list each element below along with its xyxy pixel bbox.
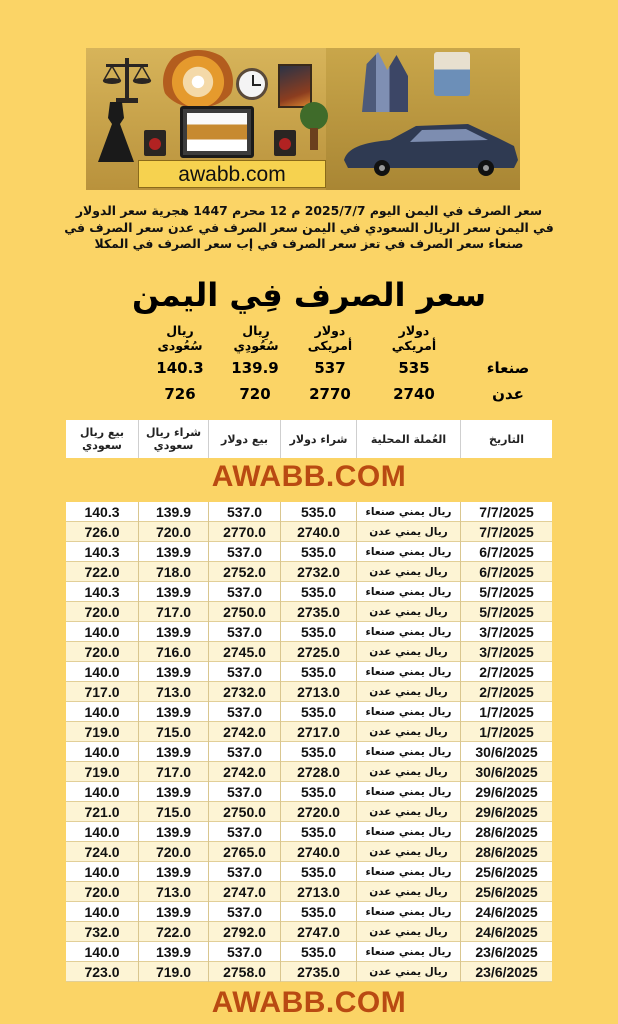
cell-usd-buy: 535.0 (280, 822, 356, 842)
cell-sar-sell: 140.0 (84, 704, 120, 720)
summary-header-sar: رِيال سُعُودِي (233, 323, 279, 353)
table-row (66, 762, 552, 782)
dress-icon (96, 100, 136, 166)
cell-currency: ريال يمني صنعاء (356, 542, 460, 562)
cell-usd-sell: 537.0 (208, 782, 280, 802)
cell-sar-buy: 139.9 (138, 902, 208, 922)
cell-date: 30/6/2025 (460, 742, 552, 762)
table-row (66, 822, 552, 842)
table-row (66, 542, 552, 562)
cell-usd-buy: 535.0 (280, 502, 356, 522)
cell-usd-sell: 537.0 (208, 622, 280, 642)
summary-value: 2740 (393, 385, 435, 403)
cell-usd-sell: 2732.0 (208, 682, 280, 702)
column-header-sar-buy: شراء ريال سعودي (138, 420, 208, 458)
column-header-date: التاريخ (460, 420, 552, 458)
cell-currency: ريال يمني صنعاء (356, 582, 460, 602)
cell-usd-buy: 2720.0 (280, 802, 356, 822)
cell-date: 3/7/2025 (460, 622, 552, 642)
cell-currency: ريال يمني عدن (356, 882, 460, 902)
cell-date: 3/7/2025 (460, 642, 552, 662)
cell-sar-buy: 139.9 (138, 542, 208, 562)
cell-usd-buy: 2747.0 (280, 922, 356, 942)
speaker-icon (274, 130, 296, 156)
cell-usd-sell: 2792.0 (208, 922, 280, 942)
cell-sar-sell: 140.3 (84, 504, 120, 520)
column-header-currency: العُملة المحلية (356, 420, 460, 458)
cell-usd-buy: 535.0 (280, 702, 356, 722)
cell-sar-buy: 717.0 (138, 762, 208, 782)
cell-sar-sell: 140.0 (84, 904, 120, 920)
cell-currency: ريال يمني صنعاء (356, 862, 460, 882)
cell-currency: ريال يمني صنعاء (356, 902, 460, 922)
cell-currency: ريال يمني عدن (356, 562, 460, 582)
cell-currency: ريال يمني عدن (356, 922, 460, 942)
cell-currency: ريال يمني عدن (356, 722, 460, 742)
cell-sar-sell: 724.0 (84, 844, 120, 860)
cell-usd-buy: 2732.0 (280, 562, 356, 582)
site-name-plate (138, 160, 326, 188)
cell-sar-sell: 140.3 (84, 584, 120, 600)
summary-value: 720 (239, 385, 271, 403)
cell-sar-sell: 140.0 (84, 864, 120, 880)
cell-date: 23/6/2025 (460, 942, 552, 962)
cell-date: 29/6/2025 (460, 802, 552, 822)
table-row (66, 962, 552, 982)
cell-usd-buy: 2728.0 (280, 762, 356, 782)
cell-sar-sell: 723.0 (84, 964, 120, 980)
cell-sar-buy: 139.9 (138, 822, 208, 842)
cell-date: 1/7/2025 (460, 702, 552, 722)
cell-currency: ريال يمني عدن (356, 682, 460, 702)
cell-sar-buy: 139.9 (138, 942, 208, 962)
table-row (66, 502, 552, 522)
table-row (66, 722, 552, 742)
table-row (66, 662, 552, 682)
cell-usd-sell: 2745.0 (208, 642, 280, 662)
cell-usd-sell: 537.0 (208, 502, 280, 522)
table-row (66, 942, 552, 962)
summary-value: 139.9 (231, 359, 279, 377)
cell-currency: ريال يمني عدن (356, 842, 460, 862)
cell-usd-buy: 535.0 (280, 942, 356, 962)
cell-sar-sell: 732.0 (84, 924, 120, 940)
table-row (66, 642, 552, 662)
plant-icon (300, 102, 328, 130)
cell-currency: ريال يمني عدن (356, 802, 460, 822)
cell-sar-buy: 720.0 (138, 842, 208, 862)
cell-date: 5/7/2025 (460, 582, 552, 602)
cell-usd-buy: 2735.0 (280, 962, 356, 982)
flower-icon (160, 50, 236, 108)
cell-sar-sell: 140.0 (84, 944, 120, 960)
cell-usd-sell: 537.0 (208, 942, 280, 962)
intro-text (60, 203, 558, 253)
cell-date: 2/7/2025 (460, 662, 552, 682)
people-icon (434, 52, 470, 96)
summary-city-sanaa: صنعاء (486, 359, 530, 377)
cell-sar-sell: 726.0 (84, 524, 120, 540)
cell-sar-sell: 719.0 (84, 764, 120, 780)
table-row (66, 602, 552, 622)
cell-sar-buy: 722.0 (138, 922, 208, 942)
table-row (66, 862, 552, 882)
cell-usd-buy: 2713.0 (280, 682, 356, 702)
cell-usd-sell: 2750.0 (208, 802, 280, 822)
cell-usd-buy: 2725.0 (280, 642, 356, 662)
cell-sar-buy: 713.0 (138, 882, 208, 902)
table-row (66, 562, 552, 582)
cell-date: 6/7/2025 (460, 562, 552, 582)
cell-usd-buy: 2713.0 (280, 882, 356, 902)
cell-date: 7/7/2025 (460, 502, 552, 522)
cell-currency: ريال يمني صنعاء (356, 662, 460, 682)
column-header-usd-buy: شراء دولار (280, 420, 356, 458)
cell-date: 28/6/2025 (460, 842, 552, 862)
cell-sar-buy: 139.9 (138, 782, 208, 802)
summary-value: 726 (164, 385, 196, 403)
cell-date: 28/6/2025 (460, 822, 552, 842)
cell-usd-buy: 535.0 (280, 662, 356, 682)
cell-sar-sell: 140.0 (84, 624, 120, 640)
cell-usd-sell: 537.0 (208, 902, 280, 922)
cell-usd-buy: 535.0 (280, 862, 356, 882)
car-icon (338, 120, 520, 176)
cell-usd-buy: 2735.0 (280, 602, 356, 622)
cell-sar-sell: 717.0 (84, 684, 120, 700)
table-row (66, 622, 552, 642)
cell-currency: ريال يمني صنعاء (356, 502, 460, 522)
table-row (66, 582, 552, 602)
cell-date: 23/6/2025 (460, 962, 552, 982)
cell-usd-sell: 537.0 (208, 542, 280, 562)
cell-usd-sell: 537.0 (208, 702, 280, 722)
cell-date: 2/7/2025 (460, 682, 552, 702)
intro-line: سعر الصرف في اليمن اليوم 2025/7/7 م 12 محرم 1447 هجرية سعر الدولار (75, 203, 543, 218)
table-row (66, 902, 552, 922)
cell-sar-buy: 139.9 (138, 662, 208, 682)
cell-usd-buy: 2740.0 (280, 842, 356, 862)
cell-date: 25/6/2025 (460, 862, 552, 882)
table-row (66, 522, 552, 542)
cell-usd-sell: 2758.0 (208, 962, 280, 982)
cell-sar-sell: 719.0 (84, 724, 120, 740)
cell-sar-sell: 140.0 (84, 784, 120, 800)
cell-sar-sell: 140.0 (84, 744, 120, 760)
cell-usd-sell: 2750.0 (208, 602, 280, 622)
cell-usd-sell: 537.0 (208, 822, 280, 842)
cell-date: 24/6/2025 (460, 902, 552, 922)
cell-usd-buy: 535.0 (280, 582, 356, 602)
summary-city-aden: عدن (492, 385, 524, 403)
summary-value: 140.3 (156, 359, 204, 377)
summary-value: 537 (314, 359, 346, 377)
cell-sar-buy: 139.9 (138, 862, 208, 882)
cell-sar-buy: 139.9 (138, 742, 208, 762)
cell-sar-buy: 713.0 (138, 682, 208, 702)
cell-currency: ريال يمني صنعاء (356, 782, 460, 802)
cell-usd-buy: 535.0 (280, 902, 356, 922)
cell-sar-sell: 140.3 (84, 544, 120, 560)
table-row (66, 882, 552, 902)
watermark-top: AWABB.COM (211, 460, 407, 493)
table-row (66, 842, 552, 862)
cell-sar-buy: 720.0 (138, 522, 208, 542)
cell-sar-buy: 719.0 (138, 962, 208, 982)
cell-date: 5/7/2025 (460, 602, 552, 622)
cell-currency: ريال يمني صنعاء (356, 622, 460, 642)
cell-sar-sell: 720.0 (84, 604, 120, 620)
watermark-bottom: AWABB.COM (211, 986, 407, 1019)
cell-usd-buy: 535.0 (280, 782, 356, 802)
cell-sar-sell: 720.0 (84, 644, 120, 660)
cell-sar-buy: 715.0 (138, 722, 208, 742)
intro-line: في اليمن سعر الريال السعودي في اليمن سعر الصرف في عدن سعر الصرف في (64, 219, 554, 235)
cell-currency: ريال يمني عدن (356, 522, 460, 542)
cell-usd-sell: 2747.0 (208, 882, 280, 902)
banner-image (86, 48, 520, 190)
cell-usd-sell: 537.0 (208, 862, 280, 882)
column-header-sar-sell: بيع ريال سعودي (79, 426, 125, 452)
cell-sar-buy: 139.9 (138, 582, 208, 602)
cell-usd-sell: 2752.0 (208, 562, 280, 582)
cell-currency: ريال يمني صنعاء (356, 942, 460, 962)
cell-date: 1/7/2025 (460, 722, 552, 742)
cell-sar-sell: 140.0 (84, 664, 120, 680)
cell-sar-buy: 718.0 (138, 562, 208, 582)
cell-sar-sell: 721.0 (84, 804, 120, 820)
cell-currency: ريال يمني عدن (356, 602, 460, 622)
cell-usd-buy: 535.0 (280, 742, 356, 762)
cell-usd-buy: 2717.0 (280, 722, 356, 742)
cell-currency: ريال يمني عدن (356, 642, 460, 662)
picture-frame-icon (278, 64, 312, 108)
page-title: سعر الصرف فِي اليمن (131, 276, 487, 314)
summary-header-usd: دولار أمريكي (391, 323, 437, 353)
cell-sar-sell: 140.0 (84, 824, 120, 840)
column-header-usd-sell: بيع دولار (208, 420, 280, 458)
cell-usd-sell: 537.0 (208, 582, 280, 602)
justice-scale-icon (102, 54, 152, 106)
cell-sar-sell: 720.0 (84, 884, 120, 900)
summary-header-sar-sell: ريال سُعُودى (157, 323, 203, 353)
cell-date: 30/6/2025 (460, 762, 552, 782)
cell-sar-buy: 717.0 (138, 602, 208, 622)
cell-usd-sell: 2770.0 (208, 522, 280, 542)
cell-currency: ريال يمني صنعاء (356, 822, 460, 842)
cell-usd-sell: 537.0 (208, 742, 280, 762)
cell-date: 7/7/2025 (460, 522, 552, 542)
cell-date: 25/6/2025 (460, 882, 552, 902)
cell-date: 24/6/2025 (460, 922, 552, 942)
cell-currency: ريال يمني عدن (356, 962, 460, 982)
cell-currency: ريال يمني صنعاء (356, 702, 460, 722)
table-row (66, 782, 552, 802)
cell-sar-buy: 139.9 (138, 702, 208, 722)
summary-header-usd-sell: دولار أمريكى (307, 323, 353, 353)
cell-date: 29/6/2025 (460, 782, 552, 802)
table-header (66, 420, 552, 458)
cell-currency: ريال يمني صنعاء (356, 742, 460, 762)
cell-sar-buy: 139.9 (138, 502, 208, 522)
cell-sar-buy: 139.9 (138, 622, 208, 642)
cell-sar-buy: 715.0 (138, 802, 208, 822)
table-row (66, 802, 552, 822)
cell-sar-buy: 716.0 (138, 642, 208, 662)
cell-currency: ريال يمني عدن (356, 762, 460, 782)
cell-usd-sell: 2742.0 (208, 762, 280, 782)
table-row (66, 682, 552, 702)
cell-usd-buy: 2740.0 (280, 522, 356, 542)
clock-icon (236, 68, 268, 100)
speaker-icon (144, 130, 166, 156)
cell-usd-sell: 2765.0 (208, 842, 280, 862)
intro-line: صنعاء سعر الصرف في تعز سعر الصرف في إب سعر الصرف في المكلا (94, 236, 524, 252)
cell-sar-sell: 722.0 (84, 564, 120, 580)
table-row (66, 922, 552, 942)
site-name: awabb.com (178, 163, 286, 186)
cell-usd-sell: 537.0 (208, 662, 280, 682)
summary-value: 2770 (309, 385, 351, 403)
cell-usd-sell: 2742.0 (208, 722, 280, 742)
cell-date: 6/7/2025 (460, 542, 552, 562)
rates-table (66, 502, 552, 982)
cell-usd-buy: 535.0 (280, 622, 356, 642)
summary-value: 535 (398, 359, 430, 377)
laptop-icon (180, 106, 254, 158)
cell-usd-buy: 535.0 (280, 542, 356, 562)
table-row (66, 702, 552, 722)
table-row (66, 742, 552, 762)
